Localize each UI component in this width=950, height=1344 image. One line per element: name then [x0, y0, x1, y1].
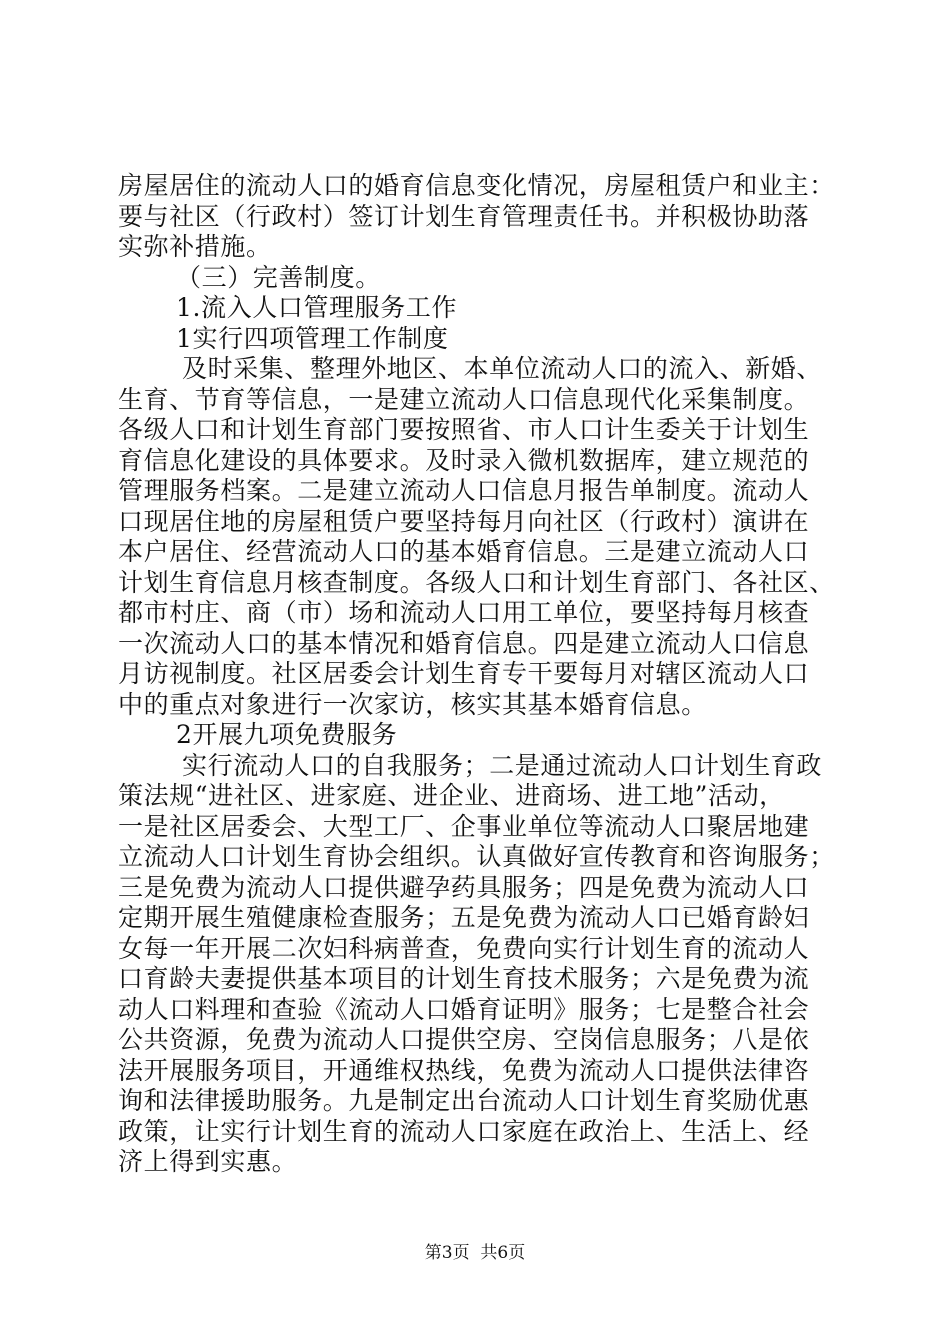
text-line: 1.流入人口管理服务工作: [176, 293, 458, 322]
text-line: （三）完善制度。: [176, 262, 381, 292]
text-line: 中的重点对象进行一次家访，核实其基本婚育信息。: [118, 689, 707, 719]
text-line: 月访视制度。社区居委会计划生育专干要每月对辖区流动人口: [118, 659, 810, 688]
text-line: 计划生育信息月核查制度。各级人口和计划生育部门、各社区、: [118, 567, 835, 597]
text-line: 女每一年开展二次妇科病普查，免费向实行计划生育的流动人: [118, 933, 810, 963]
text-line: 口现居住地的房屋租赁户要坚持每月向社区（行政村）演讲在: [118, 506, 810, 536]
text-line: 及时采集、整理外地区、本单位流动人口的流入、新婚、: [182, 354, 823, 383]
text-line: 立流动人口计划生育协会组织。认真做好宣传教育和咨询服务；: [118, 842, 835, 871]
text-line: 三是免费为流动人口提供避孕药具服务；四是免费为流动人口: [118, 872, 810, 902]
text-line: 动人口料理和查验《流动人口婚育证明》服务；七是整合社会: [118, 994, 810, 1024]
text-line: 策法规“进社区、进家庭、进企业、进商场、进工地”活动，: [118, 781, 785, 810]
text-line: 实弥补措施。: [118, 232, 272, 261]
text-line: 公共资源，免费为流动人口提供空房、空岗信息服务；八是依: [118, 1025, 810, 1054]
text-line: 生育、节育等信息，一是建立流动人口信息现代化采集制度。: [118, 384, 810, 414]
page-footer: [0, 1241, 950, 1265]
text-line: 询和法律援助服务。九是制定出台流动人口计划生育奖励优惠: [118, 1086, 810, 1115]
text-line: 本户居住、经营流动人口的基本婚育信息。三是建立流动人口: [118, 537, 810, 566]
text-line: 口育龄夫妻提供基本项目的计划生育技术服务；六是免费为流: [118, 964, 810, 993]
page-total: 共6页: [480, 1243, 526, 1263]
text-line: 育信息化建设的具体要求。及时录入微机数据库，建立规范的: [118, 445, 810, 475]
text-line: 房屋居住的流动人口的婚育信息变化情况，房屋租赁户和业主：: [118, 171, 835, 200]
text-line: 都市村庄、商（市）场和流动人口用工单位，要坚持每月核查: [118, 598, 810, 627]
text-line: 要与社区（行政村）签订计划生育管理责任书。并积极协助落: [118, 201, 810, 231]
text-line: 各级人口和计划生育部门要按照省、市人口计生委关于计划生: [118, 415, 810, 444]
text-line: 定期开展生殖健康检查服务；五是免费为流动人口已婚育龄妇: [118, 903, 810, 932]
text-line: 政策，让实行计划生育的流动人口家庭在政治上、生活上、经: [118, 1116, 810, 1146]
text-line: 法开展服务项目，开通维权热线，免费为流动人口提供法律咨: [118, 1055, 810, 1085]
document-body: [118, 171, 834, 1178]
text-line: 一是社区居委会、大型工厂、企事业单位等流动人口聚居地建: [118, 811, 810, 841]
text-line: 实行流动人口的自我服务；二是通过流动人口计划生育政: [182, 750, 823, 780]
text-line: 一次流动人口的基本情况和婚育信息。四是建立流动人口信息: [118, 628, 810, 658]
text-line: 管理服务档案。二是建立流动人口信息月报告单制度。流动人: [118, 476, 810, 505]
page-number: 第3页: [424, 1243, 470, 1263]
text-line: 1实行四项管理工作制度: [176, 323, 449, 353]
text-line: 2开展九项免费服务: [176, 720, 398, 749]
text-line: 济上得到实惠。: [118, 1147, 298, 1176]
